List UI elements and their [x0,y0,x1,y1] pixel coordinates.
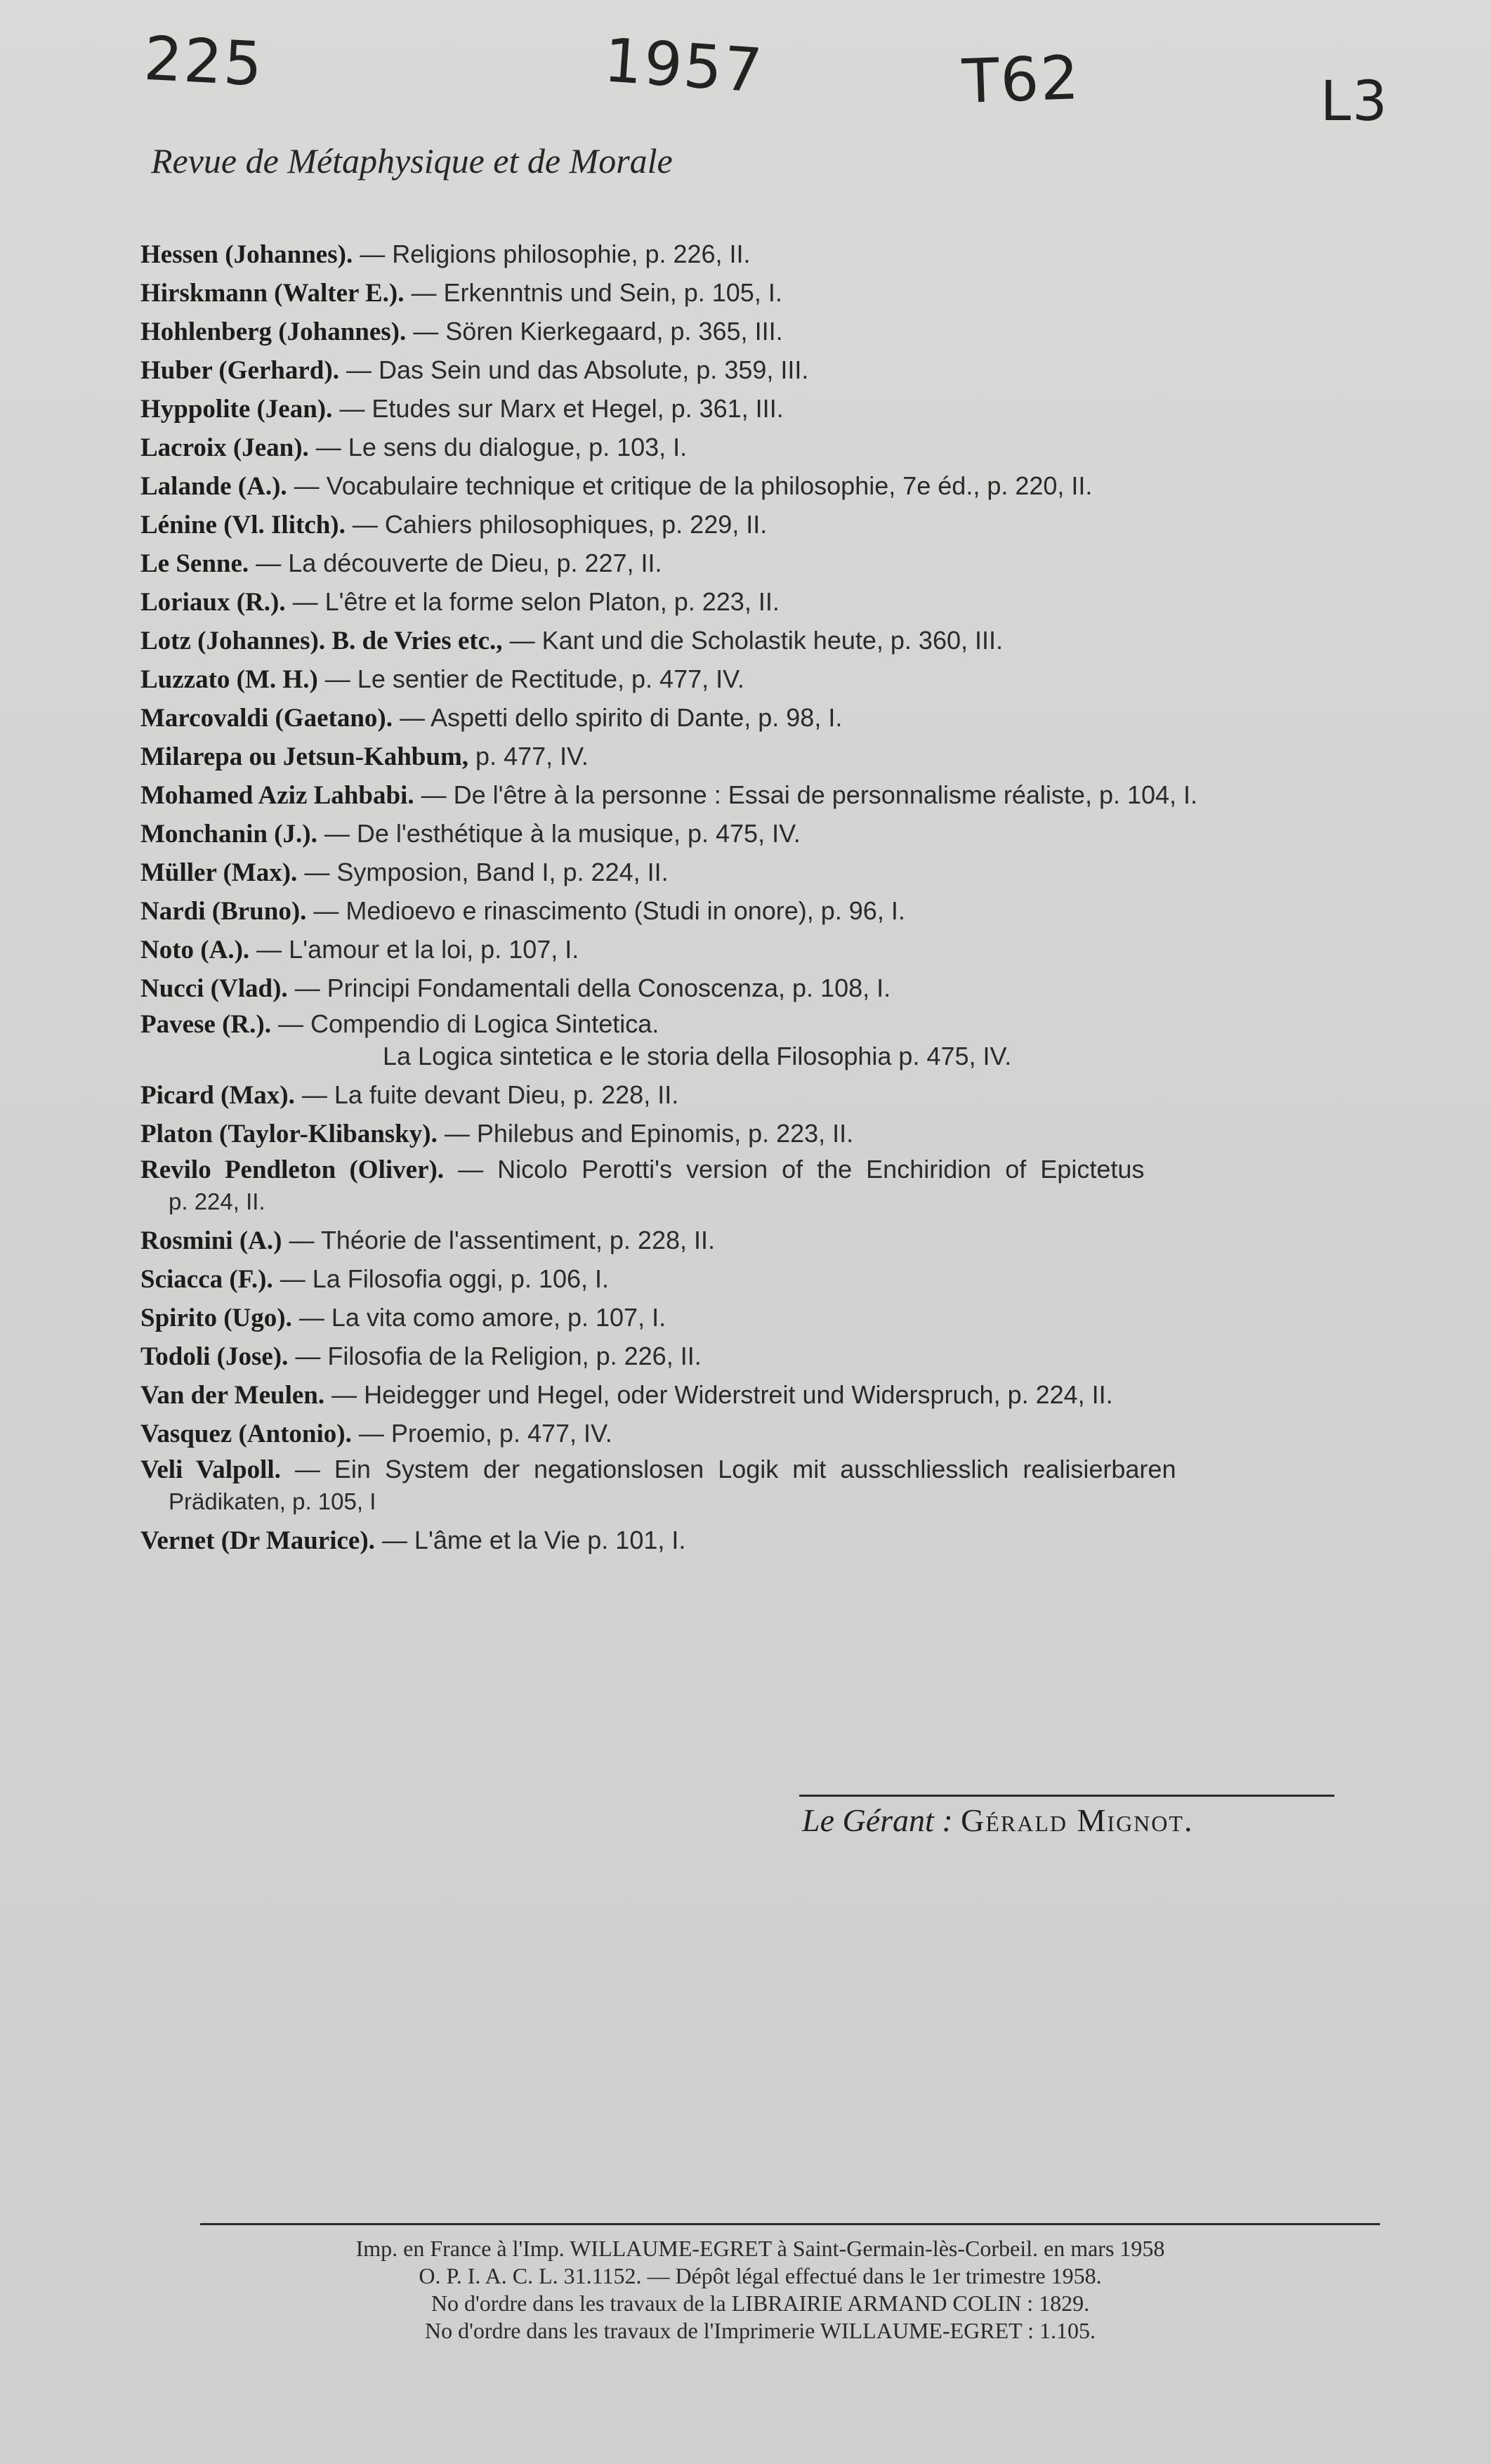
entry-line [140,549,662,577]
entry-line [140,240,751,268]
entry-title: — Medioevo e rinascimento (Studi in onore), p. 96, I. [313,896,905,925]
index-entry [140,1376,1426,1415]
bibliography-index [140,235,1426,1560]
entry-title: — Nicolo Perotti's version of the Enchiridion of Epictetus [458,1155,1145,1184]
entry-line [140,1226,715,1254]
index-entry [140,892,1426,931]
entry-title: — La fuite devant Dieu, p. 228, II. [301,1080,679,1109]
entry-line [140,510,767,539]
entry-line [140,1419,612,1448]
index-entry [140,506,1426,544]
index-entry [140,1153,1426,1217]
gerant-role: Le Gérant : [802,1802,953,1838]
index-entry [140,776,1426,815]
entry-title: p. 477, IV. [475,742,589,771]
entry-title: — Philebus and Epinomis, p. 223, II. [444,1119,854,1148]
entry-title: — Proemio, p. 477, IV. [358,1419,612,1448]
index-entry [140,1415,1426,1453]
index-entry [140,815,1426,853]
index-entry [140,660,1426,699]
index-entry [140,313,1426,351]
index-entry [140,235,1426,274]
index-entry [140,467,1426,506]
imprint-block [140,2235,1380,2345]
entry-title: — Sören Kierkegaard, p. 365, III. [413,317,783,346]
entry-line [140,1342,702,1370]
imprint-line: No d'ordre dans les travaux de l'Imprimerie WILLAUME-EGRET : 1.105. [425,2318,1096,2343]
entry-line [140,664,744,693]
entry-title: — Kant und die Scholastik heute, p. 360, III. [509,626,1004,655]
index-entry [140,853,1426,892]
entry-author: Lalande (A.). [140,472,287,501]
entry-line [140,1080,678,1109]
index-entry [140,1221,1426,1260]
entry-author: Lotz (Johannes). B. de Vries etc., [140,627,503,655]
entry-title: — Compendio di Logica Sintetica. [277,1009,659,1038]
entry-author: Luzzato (M. H.) [140,665,318,694]
index-entry [140,274,1426,313]
index-entry [140,1008,1426,1072]
entry-author: Rosmini (A.) [140,1226,282,1255]
entry-author: Todoli (Jose). [140,1342,289,1371]
entry-title: — Filosofia de la Religion, p. 226, II. [295,1342,702,1370]
entry-author: Spirito (Ugo). [140,1304,292,1332]
entry-title: — L'amour et la loi, p. 107, I. [256,935,579,964]
entry-author: Nardi (Bruno). [140,897,307,926]
entry-title: — L'âme et la Vie p. 101, I. [381,1526,686,1554]
entry-line [140,1380,1113,1409]
index-entry [140,1115,1426,1153]
index-entry [140,969,1426,1008]
entry-line [140,974,891,1002]
entry-author: Milarepa ou Jetsun-Kahbum, [140,742,469,771]
handwritten-year: 1957 [601,25,766,107]
entry-author: Platon (Taylor-Klibansky). [140,1120,438,1148]
index-entry [140,1260,1426,1299]
entry-line [140,703,842,732]
entry-author: Sciacca (F.). [140,1265,273,1294]
entry-author: Monchanin (J.). [140,820,317,848]
entry-line [140,1119,853,1148]
entry-line [140,1303,666,1332]
entry-author: Revilo Pendleton (Oliver). [140,1155,445,1184]
entry-author: Lénine (Vl. Ilitch). [140,511,346,539]
gerant-divider [799,1795,1334,1797]
index-entry [140,1076,1426,1115]
entry-author: Van der Meulen. [140,1381,325,1410]
entry-title: — La Filosofia oggi, p. 106, I. [280,1264,610,1293]
index-entry [140,428,1426,467]
entry-line [140,819,801,848]
entry-title: — Erkenntnis und Sein, p. 105, I. [411,278,782,307]
entry-title: — De l'être à la personne : Essai de personnalisme réaliste, p. 104, I. [421,780,1198,809]
entry-line [140,433,687,461]
imprint-line: Imp. en France à l'Imp. WILLAUME-EGRET à Saint-Germain-lès-Corbeil. en mars 1958 [355,2236,1165,2261]
entry-title: — Le sentier de Rectitude, p. 477, IV. [324,664,744,693]
index-entry [140,738,1426,776]
entry-author: Veli Valpoll. [140,1455,281,1484]
entry-title: — Cahiers philosophiques, p. 229, II. [352,510,768,539]
index-entry [140,390,1426,428]
entry-author: Hirskmann (Walter E.). [140,279,405,308]
entry-author: Loriaux (R.). [140,588,286,617]
handwritten-number: 225 [142,23,265,100]
entry-line [140,1264,609,1293]
entry-title: — Das Sein und das Absolute, p. 359, III. [346,355,809,384]
entry-line [140,935,579,964]
entry-title: — Théorie de l'assentiment, p. 228, II. [289,1226,716,1254]
index-entry [140,622,1426,660]
index-entry [140,583,1426,622]
entry-line [140,355,808,384]
imprint-line: No d'ordre dans les travaux de la LIBRAIRIE ARMAND COLIN : 1829. [431,2291,1090,2316]
entry-author: Marcovaldi (Gaetano). [140,704,393,733]
entry-author: Le Senne. [140,549,249,578]
entry-title: — Symposion, Band I, p. 224, II. [304,858,669,886]
entry-author: Picard (Max). [140,1081,295,1110]
entry-title: — Ein System der negationslosen Logik mit ausschliesslich realisierbaren [294,1455,1176,1483]
entry-title: — Aspetti dello spirito di Dante, p. 98, I. [400,703,843,732]
journal-title: Revue de Métaphysique et de Morale [151,141,673,181]
entry-line [140,587,780,616]
entry-title: — Vocabulaire technique et critique de la philosophie, 7e éd., p. 220, II. [294,471,1093,500]
entry-author: Noto (A.). [140,936,250,964]
imprint-divider [200,2223,1380,2225]
index-entry [140,1337,1426,1376]
entry-author: Hyppolite (Jean). [140,395,333,424]
entry-line [140,858,669,886]
handwritten-mark: L3 [1320,70,1389,133]
entry-title: — Religions philosophie, p. 226, II. [360,240,751,268]
gerant-signature [802,1802,1193,1839]
handwritten-code: T62 [961,43,1082,117]
entry-title: — La découverte de Dieu, p. 227, II. [256,549,662,577]
entry-line [140,278,782,307]
entry-line [140,742,589,771]
gerant-name: Gérald Mignot. [961,1802,1194,1838]
entry-line [140,317,783,346]
entry-line [140,1526,685,1554]
entry-title: — Le sens du dialogue, p. 103, I. [315,433,688,461]
entry-line [140,896,905,925]
entry-line [140,1455,1176,1483]
index-entry [140,544,1426,583]
imprint-line: O. P. I. A. C. L. 31.1152. — Dépôt légal effectué dans le 1er trimestre 1958. [419,2263,1102,2288]
entry-author: Lacroix (Jean). [140,433,309,462]
index-entry [140,699,1426,738]
entry-author: Nucci (Vlad). [140,974,288,1003]
entry-line [140,1155,1144,1184]
entry-line [140,471,1092,500]
index-entry [140,351,1426,390]
entry-continuation: p. 224, II. [169,1188,265,1214]
entry-line [140,394,784,423]
entry-title: — Heidegger und Hegel, oder Widerstreit und Widerspruch, p. 224, II. [331,1380,1113,1409]
entry-line [140,780,1197,809]
entry-title: — De l'esthétique à la musique, p. 475, IV. [324,819,801,848]
entry-title: — Principi Fondamentali della Conoscenza, p. 108, I. [294,974,891,1002]
entry-title: — La vita como amore, p. 107, I. [298,1303,666,1332]
entry-continuation: Prädikaten, p. 105, I [169,1488,376,1514]
index-entry [140,1299,1426,1337]
entry-author: Hohlenberg (Johannes). [140,317,407,346]
entry-line [140,626,1003,655]
entry-author: Huber (Gerhard). [140,356,339,385]
entry-title: — Etudes sur Marx et Hegel, p. 361, III. [339,394,784,423]
entry-author: Vasquez (Antonio). [140,1420,352,1448]
index-entry [140,931,1426,969]
index-entry [140,1453,1426,1517]
entry-author: Vernet (Dr Maurice). [140,1526,375,1555]
entry-author: Müller (Max). [140,858,298,887]
entry-author: Pavese (R.). [140,1010,271,1039]
entry-title: — L'être et la forme selon Platon, p. 223, II. [292,587,780,616]
entry-author: Hessen (Johannes). [140,240,353,269]
index-entry [140,1521,1426,1560]
entry-continuation: La Logica sintetica e le storia della Filosophia p. 475, IV. [383,1042,1012,1070]
entry-line [140,1009,659,1038]
entry-author: Mohamed Aziz Lahbabi. [140,781,414,810]
